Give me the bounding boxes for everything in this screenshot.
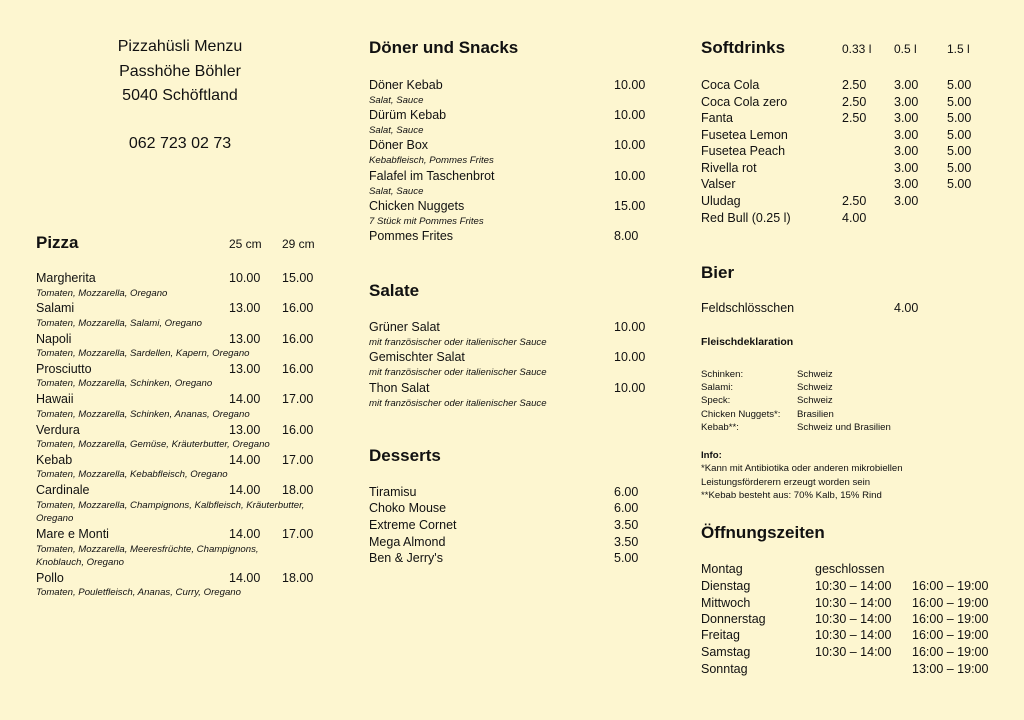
pizza-price-small: 14.00 xyxy=(229,453,261,467)
hours-morning: 10:30 – 14:00 xyxy=(815,579,892,593)
drink-price-05: 3.00 xyxy=(894,78,919,92)
pizza-name: Verdura xyxy=(36,423,80,437)
pizza-name: Hawaii xyxy=(36,392,74,406)
hours-day: Dienstag xyxy=(701,579,751,593)
drink-price-033: 2.50 xyxy=(842,95,867,109)
softdrinks-title: Softdrinks xyxy=(701,38,786,57)
pizza-name: Margherita xyxy=(36,271,96,285)
info-line: Leistungsförderern erzeugt worden sein xyxy=(701,477,871,488)
fleisch-title: Fleischdeklaration xyxy=(701,336,794,348)
drink-price-15: 5.00 xyxy=(947,78,972,92)
drink-price-033: 4.00 xyxy=(842,211,867,225)
doener-item-price: 10.00 xyxy=(614,78,646,92)
drink-price-05: 3.00 xyxy=(894,128,919,142)
hours-afternoon: 13:00 – 19:00 xyxy=(912,662,989,676)
softdrinks-size-05: 0.5 l xyxy=(894,42,917,56)
doener-item-name: Pommes Frites xyxy=(369,229,454,243)
pizza-price-large: 17.00 xyxy=(282,527,314,541)
dessert-price: 3.50 xyxy=(614,518,639,532)
pizza-price-small: 14.00 xyxy=(229,527,261,541)
drink-name: Coca Cola zero xyxy=(701,95,788,109)
pizza-description: Tomaten, Mozzarella, Schinken, Oregano xyxy=(36,378,213,389)
salat-item-name: Grüner Salat xyxy=(369,320,440,334)
dessert-name: Ben & Jerry's xyxy=(369,551,443,565)
bier-name: Feldschlösschen xyxy=(701,301,795,315)
doener-item-name: Döner Kebab xyxy=(369,78,443,92)
hours-morning: geschlossen xyxy=(815,562,885,576)
desserts-title: Desserts xyxy=(369,446,441,465)
drink-price-05: 3.00 xyxy=(894,161,919,175)
doener-item-name: Dürüm Kebab xyxy=(369,108,447,122)
doener-item-price: 10.00 xyxy=(614,169,646,183)
pizza-price-small: 13.00 xyxy=(229,362,261,376)
drink-price-05: 3.00 xyxy=(894,177,919,191)
info-line: **Kebab besteht aus: 70% Kalb, 15% Rind xyxy=(701,490,882,501)
hours-day: Montag xyxy=(701,562,743,576)
drink-name: Red Bull (0.25 l) xyxy=(701,211,791,225)
doener-item-desc: Salat, Sauce xyxy=(369,125,424,136)
pizza-price-large: 16.00 xyxy=(282,362,314,376)
hours-day: Mittwoch xyxy=(701,596,751,610)
restaurant-phone: 062 723 02 73 xyxy=(128,135,232,152)
pizza-title: Pizza xyxy=(36,233,79,252)
drink-price-15: 5.00 xyxy=(947,128,972,142)
hours-day: Samstag xyxy=(701,645,751,659)
hours-afternoon: 16:00 – 19:00 xyxy=(912,645,989,659)
restaurant-city: 5040 Schöftland xyxy=(122,87,238,104)
hours-afternoon: 16:00 – 19:00 xyxy=(912,612,989,626)
drink-name: Fusetea Lemon xyxy=(701,128,788,142)
doener-item-desc: Salat, Sauce xyxy=(369,95,424,106)
pizza-price-large: 17.00 xyxy=(282,453,314,467)
hours-morning: 10:30 – 14:00 xyxy=(815,612,892,626)
doener-item-price: 8.00 xyxy=(614,229,639,243)
hours-morning: 10:30 – 14:00 xyxy=(815,628,892,642)
salat-item-price: 10.00 xyxy=(614,381,646,395)
pizza-size-29: 29 cm xyxy=(282,237,315,251)
dessert-price: 6.00 xyxy=(614,485,639,499)
pizza-description: Tomaten, Mozzarella, Schinken, Ananas, Oregano xyxy=(36,409,250,420)
dessert-price: 3.50 xyxy=(614,535,639,549)
hours-afternoon: 16:00 – 19:00 xyxy=(912,596,989,610)
drink-name: Coca Cola xyxy=(701,78,760,92)
pizza-price-large: 16.00 xyxy=(282,301,314,315)
drink-price-05: 3.00 xyxy=(894,194,919,208)
fleisch-origin: Schweiz xyxy=(797,369,833,380)
dessert-name: Tiramisu xyxy=(369,485,417,499)
dessert-name: Choko Mouse xyxy=(369,501,447,515)
fleisch-origin: Schweiz xyxy=(797,395,833,406)
drink-price-05: 3.00 xyxy=(894,144,919,158)
dessert-name: Mega Almond xyxy=(369,535,446,549)
bier-price: 4.00 xyxy=(894,301,919,315)
salat-item-price: 10.00 xyxy=(614,350,646,364)
salat-item-price: 10.00 xyxy=(614,320,646,334)
hours-title: Öffnungszeiten xyxy=(701,523,825,542)
drink-price-033: 2.50 xyxy=(842,111,867,125)
pizza-name: Cardinale xyxy=(36,483,90,497)
doener-item-name: Chicken Nuggets xyxy=(369,199,465,213)
pizza-description: Tomaten, Mozzarella, Sardellen, Kapern, Oregano xyxy=(36,348,250,359)
salat-item-desc: mit französischer oder italienischer Sauce xyxy=(369,337,547,348)
drink-name: Valser xyxy=(701,177,736,191)
salat-item-desc: mit französischer oder italienischer Sauce xyxy=(369,398,547,409)
salate-title: Salate xyxy=(369,281,420,300)
drink-name: Fusetea Peach xyxy=(701,144,786,158)
drink-name: Uludag xyxy=(701,194,741,208)
pizza-description: Tomaten, Mozzarella, Meeresfrüchte, Champignons, Knoblauch, Oregano xyxy=(36,544,259,568)
fleisch-origin: Brasilien xyxy=(797,409,834,420)
pizza-description: Tomaten, Mozzarella, Salami, Oregano xyxy=(36,318,203,329)
pizza-name: Mare e Monti xyxy=(36,527,109,541)
doener-item-desc: Salat, Sauce xyxy=(369,186,424,197)
hours-morning: 10:30 – 14:00 xyxy=(815,645,892,659)
doener-item-price: 10.00 xyxy=(614,108,646,122)
softdrinks-size-033: 0.33 l xyxy=(842,42,872,56)
restaurant-street: Passhöhe Böhler xyxy=(119,63,241,80)
drink-price-033: 2.50 xyxy=(842,78,867,92)
drink-name: Rivella rot xyxy=(701,161,757,175)
pizza-name: Salami xyxy=(36,301,75,315)
pizza-description: Tomaten, Mozzarella, Champignons, Kalbfleisch, Kräuterbutter, Oregano xyxy=(36,500,305,524)
info-title: Info: xyxy=(701,450,722,461)
pizza-price-small: 13.00 xyxy=(229,332,261,346)
pizza-name: Kebab xyxy=(36,453,73,467)
pizza-description: Tomaten, Pouletfleisch, Ananas, Curry, Oregano xyxy=(36,587,241,598)
salat-item-name: Gemischter Salat xyxy=(369,350,465,364)
drink-price-05: 3.00 xyxy=(894,95,919,109)
hours-day: Donnerstag xyxy=(701,612,766,626)
fleisch-meat: Schinken: xyxy=(701,369,744,380)
info-line: *Kann mit Antibiotika oder anderen mikrobiellen xyxy=(701,463,903,474)
pizza-description: Tomaten, Mozzarella, Oregano xyxy=(36,288,168,299)
doener-title: Döner und Snacks xyxy=(369,38,519,57)
pizza-description: Tomaten, Mozzarella, Kebabfleisch, Oregano xyxy=(36,469,228,480)
hours-morning: 10:30 – 14:00 xyxy=(815,596,892,610)
pizza-price-large: 18.00 xyxy=(282,571,314,585)
pizza-price-small: 14.00 xyxy=(229,483,261,497)
hours-afternoon: 16:00 – 19:00 xyxy=(912,628,989,642)
pizza-price-small: 13.00 xyxy=(229,301,261,315)
pizza-price-small: 14.00 xyxy=(229,392,261,406)
fleisch-meat: Chicken Nuggets*: xyxy=(701,409,781,420)
pizza-name: Pollo xyxy=(36,571,64,585)
pizza-price-large: 16.00 xyxy=(282,423,314,437)
doener-item-desc: 7 Stück mit Pommes Frites xyxy=(369,216,484,227)
doener-item-price: 15.00 xyxy=(614,199,646,213)
fleisch-origin: Schweiz und Brasilien xyxy=(797,422,891,433)
fleisch-origin: Schweiz xyxy=(797,382,833,393)
drink-price-15: 5.00 xyxy=(947,144,972,158)
hours-day: Sonntag xyxy=(701,662,748,676)
bier-title: Bier xyxy=(701,263,735,282)
drink-price-15: 5.00 xyxy=(947,111,972,125)
drink-price-15: 5.00 xyxy=(947,161,972,175)
dessert-price: 6.00 xyxy=(614,501,639,515)
doener-item-desc: Kebabfleisch, Pommes Frites xyxy=(369,155,494,166)
fleisch-meat: Speck: xyxy=(701,395,731,406)
drink-price-033: 2.50 xyxy=(842,194,867,208)
restaurant-name: Pizzahüsli Menzu xyxy=(117,38,243,55)
pizza-price-large: 18.00 xyxy=(282,483,314,497)
doener-item-name: Döner Box xyxy=(369,138,429,152)
fleisch-meat: Salami: xyxy=(701,382,733,393)
pizza-size-25: 25 cm xyxy=(229,237,262,251)
doener-item-price: 10.00 xyxy=(614,138,646,152)
doener-item-name: Falafel im Taschenbrot xyxy=(369,169,495,183)
softdrinks-size-15: 1.5 l xyxy=(947,42,970,56)
pizza-price-large: 17.00 xyxy=(282,392,314,406)
pizza-price-small: 13.00 xyxy=(229,423,261,437)
fleisch-meat: Kebab**: xyxy=(701,422,739,433)
pizza-price-small: 14.00 xyxy=(229,571,261,585)
salat-item-desc: mit französischer oder italienischer Sauce xyxy=(369,367,547,378)
dessert-name: Extreme Cornet xyxy=(369,518,457,532)
dessert-price: 5.00 xyxy=(614,551,639,565)
pizza-price-large: 16.00 xyxy=(282,332,314,346)
pizza-price-large: 15.00 xyxy=(282,271,314,285)
pizza-price-small: 10.00 xyxy=(229,271,261,285)
drink-price-15: 5.00 xyxy=(947,95,972,109)
salat-item-name: Thon Salat xyxy=(369,381,430,395)
hours-afternoon: 16:00 – 19:00 xyxy=(912,579,989,593)
pizza-name: Napoli xyxy=(36,332,72,346)
drink-price-15: 5.00 xyxy=(947,177,972,191)
hours-day: Freitag xyxy=(701,628,740,642)
drink-price-05: 3.00 xyxy=(894,111,919,125)
drink-name: Fanta xyxy=(701,111,733,125)
pizza-description: Tomaten, Mozzarella, Gemüse, Kräuterbutter, Oregano xyxy=(36,439,270,450)
pizza-name: Prosciutto xyxy=(36,362,92,376)
